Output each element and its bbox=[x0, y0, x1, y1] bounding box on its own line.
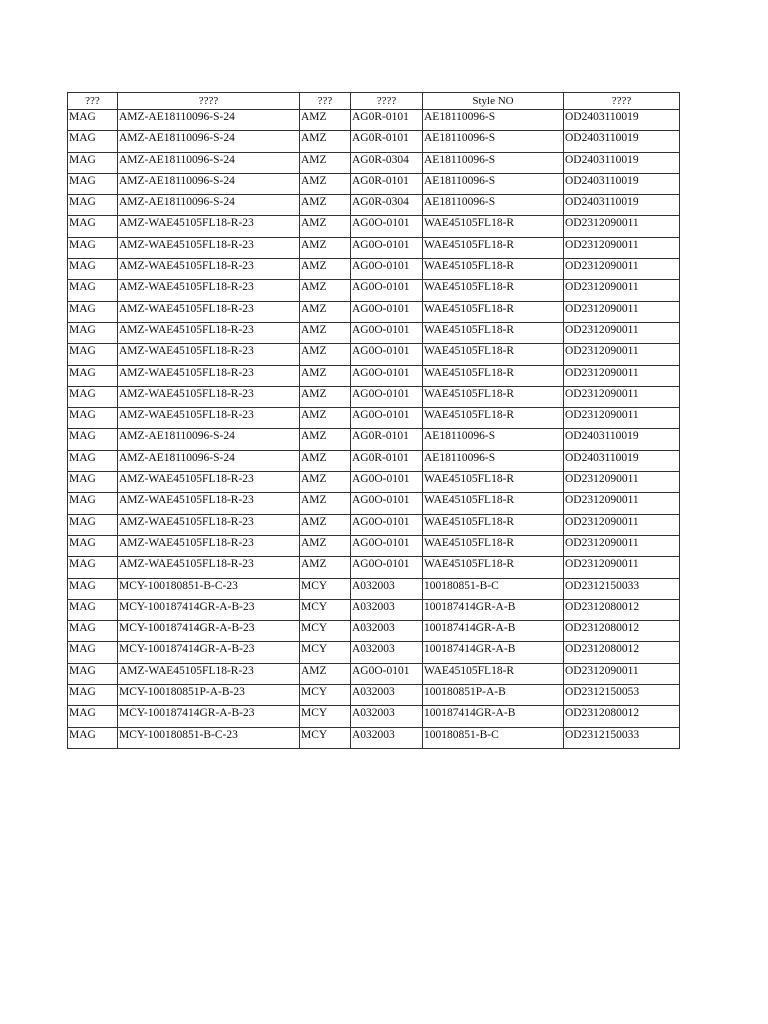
table-cell: AMZ bbox=[300, 237, 351, 258]
table-cell: AMZ-WAE45105FL18-R-23 bbox=[118, 535, 300, 556]
table-cell: MAG bbox=[68, 642, 118, 663]
table-cell: MAG bbox=[68, 472, 118, 493]
table-cell: MAG bbox=[68, 173, 118, 194]
column-header: ??? bbox=[68, 93, 118, 110]
table-cell: AMZ-WAE45105FL18-R-23 bbox=[118, 237, 300, 258]
table-cell: AG0O-0101 bbox=[351, 557, 423, 578]
table-row bbox=[68, 706, 680, 727]
table-cell: WAE45105FL18-R bbox=[423, 663, 564, 684]
table-cell: MAG bbox=[68, 578, 118, 599]
table-cell: WAE45105FL18-R bbox=[423, 301, 564, 322]
table-cell: AMZ-AE18110096-S-24 bbox=[118, 173, 300, 194]
table-row bbox=[68, 301, 680, 322]
table-row bbox=[68, 621, 680, 642]
table-cell: OD2312090011 bbox=[564, 535, 680, 556]
table-cell: MAG bbox=[68, 131, 118, 152]
table-cell: AG0O-0101 bbox=[351, 535, 423, 556]
table-cell: OD2312090011 bbox=[564, 259, 680, 280]
column-header: ???? bbox=[351, 93, 423, 110]
table-cell: OD2312090011 bbox=[564, 663, 680, 684]
table-cell: AMZ bbox=[300, 493, 351, 514]
table-cell: AMZ bbox=[300, 280, 351, 301]
table-row bbox=[68, 152, 680, 173]
table-cell: AMZ bbox=[300, 429, 351, 450]
table-cell: A032003 bbox=[351, 727, 423, 748]
table-cell: AMZ-WAE45105FL18-R-23 bbox=[118, 557, 300, 578]
table-cell: WAE45105FL18-R bbox=[423, 408, 564, 429]
table-cell: MAG bbox=[68, 259, 118, 280]
table-cell: AMZ-WAE45105FL18-R-23 bbox=[118, 408, 300, 429]
table-cell: OD2312080012 bbox=[564, 621, 680, 642]
table-cell: OD2403110019 bbox=[564, 195, 680, 216]
table-row bbox=[68, 685, 680, 706]
table-cell: AE18110096-S bbox=[423, 195, 564, 216]
table-cell: AMZ bbox=[300, 344, 351, 365]
table-cell: AMZ bbox=[300, 663, 351, 684]
table-cell: MCY-100187414GR-A-B-23 bbox=[118, 621, 300, 642]
table-cell: AMZ bbox=[300, 514, 351, 535]
table-cell: MCY bbox=[300, 727, 351, 748]
table-cell: AG0O-0101 bbox=[351, 514, 423, 535]
table-cell: AMZ-WAE45105FL18-R-23 bbox=[118, 280, 300, 301]
column-header: ??? bbox=[300, 93, 351, 110]
table-cell: OD2312150033 bbox=[564, 727, 680, 748]
table-cell: AMZ-WAE45105FL18-R-23 bbox=[118, 472, 300, 493]
table-cell: MAG bbox=[68, 322, 118, 343]
table-cell: WAE45105FL18-R bbox=[423, 557, 564, 578]
table-cell: AG0O-0101 bbox=[351, 301, 423, 322]
table-cell: A032003 bbox=[351, 578, 423, 599]
table-cell: AMZ-AE18110096-S-24 bbox=[118, 131, 300, 152]
table-row bbox=[68, 429, 680, 450]
table-row bbox=[68, 322, 680, 343]
table-cell: AMZ bbox=[300, 152, 351, 173]
table-cell: AG0R-0101 bbox=[351, 450, 423, 471]
table-cell: AMZ bbox=[300, 110, 351, 131]
table-row bbox=[68, 131, 680, 152]
table-cell: AMZ-WAE45105FL18-R-23 bbox=[118, 301, 300, 322]
table-cell: OD2312090011 bbox=[564, 472, 680, 493]
table-cell: MAG bbox=[68, 599, 118, 620]
table-cell: OD2312080012 bbox=[564, 706, 680, 727]
table-cell: OD2312090011 bbox=[564, 344, 680, 365]
table-cell: AG0O-0101 bbox=[351, 280, 423, 301]
table-cell: OD2312090011 bbox=[564, 557, 680, 578]
table-row bbox=[68, 599, 680, 620]
table-cell: AG0R-0101 bbox=[351, 131, 423, 152]
table-body bbox=[68, 110, 680, 749]
table-cell: MAG bbox=[68, 237, 118, 258]
table-cell: AG0O-0101 bbox=[351, 365, 423, 386]
table-cell: OD2312090011 bbox=[564, 322, 680, 343]
table-cell: MCY bbox=[300, 599, 351, 620]
table-header-row bbox=[68, 93, 680, 110]
table-cell: AG0R-0101 bbox=[351, 173, 423, 194]
data-table bbox=[67, 92, 680, 749]
table-cell: OD2312080012 bbox=[564, 599, 680, 620]
table-cell: WAE45105FL18-R bbox=[423, 386, 564, 407]
table-cell: MAG bbox=[68, 535, 118, 556]
table-cell: OD2403110019 bbox=[564, 152, 680, 173]
table-cell: 100180851P-A-B bbox=[423, 685, 564, 706]
table-cell: AE18110096-S bbox=[423, 110, 564, 131]
table-cell: MCY-100180851-B-C-23 bbox=[118, 727, 300, 748]
table-cell: MCY bbox=[300, 621, 351, 642]
table-row bbox=[68, 535, 680, 556]
table-cell: AMZ-WAE45105FL18-R-23 bbox=[118, 386, 300, 407]
table-cell: WAE45105FL18-R bbox=[423, 514, 564, 535]
table-cell: MAG bbox=[68, 514, 118, 535]
table-cell: OD2312090011 bbox=[564, 280, 680, 301]
table-cell: MAG bbox=[68, 301, 118, 322]
table-cell: A032003 bbox=[351, 685, 423, 706]
column-header-style-no: Style NO bbox=[423, 93, 564, 110]
table-row bbox=[68, 514, 680, 535]
table-row bbox=[68, 216, 680, 237]
table-cell: AMZ-WAE45105FL18-R-23 bbox=[118, 259, 300, 280]
table-row bbox=[68, 472, 680, 493]
table-row bbox=[68, 557, 680, 578]
table-cell: AMZ bbox=[300, 557, 351, 578]
column-header: ???? bbox=[118, 93, 300, 110]
table-cell: MAG bbox=[68, 344, 118, 365]
table-cell: AMZ-WAE45105FL18-R-23 bbox=[118, 344, 300, 365]
table-cell: AG0O-0101 bbox=[351, 216, 423, 237]
table-cell: OD2312090011 bbox=[564, 408, 680, 429]
table-cell: MAG bbox=[68, 110, 118, 131]
table-cell: AE18110096-S bbox=[423, 450, 564, 471]
table-cell: WAE45105FL18-R bbox=[423, 216, 564, 237]
table-cell: OD2312090011 bbox=[564, 514, 680, 535]
table-cell: 100187414GR-A-B bbox=[423, 642, 564, 663]
table-cell: OD2312090011 bbox=[564, 386, 680, 407]
table-cell: AG0R-0304 bbox=[351, 195, 423, 216]
table-cell: OD2312090011 bbox=[564, 237, 680, 258]
table-cell: MCY-100187414GR-A-B-23 bbox=[118, 642, 300, 663]
table-cell: AMZ-WAE45105FL18-R-23 bbox=[118, 493, 300, 514]
table-cell: AMZ-AE18110096-S-24 bbox=[118, 195, 300, 216]
table-row bbox=[68, 365, 680, 386]
table-cell: AE18110096-S bbox=[423, 152, 564, 173]
table-cell: OD2403110019 bbox=[564, 450, 680, 471]
table-row bbox=[68, 450, 680, 471]
table-cell: WAE45105FL18-R bbox=[423, 344, 564, 365]
table-cell: AG0R-0101 bbox=[351, 110, 423, 131]
table-cell: AG0O-0101 bbox=[351, 408, 423, 429]
table-row bbox=[68, 259, 680, 280]
table-row bbox=[68, 493, 680, 514]
table-cell: AMZ-WAE45105FL18-R-23 bbox=[118, 216, 300, 237]
table-cell: MCY bbox=[300, 642, 351, 663]
table-row bbox=[68, 386, 680, 407]
table-cell: WAE45105FL18-R bbox=[423, 280, 564, 301]
table-cell: WAE45105FL18-R bbox=[423, 365, 564, 386]
table-cell: MAG bbox=[68, 685, 118, 706]
table-cell: AG0O-0101 bbox=[351, 322, 423, 343]
table-cell: AG0O-0101 bbox=[351, 472, 423, 493]
table-cell: AMZ bbox=[300, 216, 351, 237]
table-cell: MAG bbox=[68, 280, 118, 301]
table-row bbox=[68, 408, 680, 429]
table-cell: MAG bbox=[68, 450, 118, 471]
table-cell: MAG bbox=[68, 365, 118, 386]
table-cell: WAE45105FL18-R bbox=[423, 322, 564, 343]
table-cell: AMZ bbox=[300, 301, 351, 322]
table-cell: MAG bbox=[68, 706, 118, 727]
table-cell: MCY-100180851-B-C-23 bbox=[118, 578, 300, 599]
table-cell: OD2312090011 bbox=[564, 493, 680, 514]
table-cell: MAG bbox=[68, 195, 118, 216]
table-row bbox=[68, 280, 680, 301]
column-header: ???? bbox=[564, 93, 680, 110]
table-row bbox=[68, 237, 680, 258]
table-cell: AMZ-WAE45105FL18-R-23 bbox=[118, 365, 300, 386]
table-cell: OD2403110019 bbox=[564, 429, 680, 450]
table-cell: A032003 bbox=[351, 599, 423, 620]
table-cell: AMZ bbox=[300, 450, 351, 471]
table-cell: AG0O-0101 bbox=[351, 344, 423, 365]
table-cell: MCY-100187414GR-A-B-23 bbox=[118, 599, 300, 620]
table-cell: AMZ-WAE45105FL18-R-23 bbox=[118, 322, 300, 343]
spreadsheet bbox=[67, 92, 680, 749]
table-cell: AMZ bbox=[300, 195, 351, 216]
table-cell: MAG bbox=[68, 621, 118, 642]
table-cell: MAG bbox=[68, 152, 118, 173]
table-cell: AMZ bbox=[300, 472, 351, 493]
table-cell: A032003 bbox=[351, 706, 423, 727]
table-cell: OD2403110019 bbox=[564, 173, 680, 194]
table-cell: 100180851-B-C bbox=[423, 727, 564, 748]
table-cell: AMZ-AE18110096-S-24 bbox=[118, 429, 300, 450]
table-cell: 100187414GR-A-B bbox=[423, 706, 564, 727]
table-cell: AG0O-0101 bbox=[351, 237, 423, 258]
table-cell: WAE45105FL18-R bbox=[423, 472, 564, 493]
table-cell: MAG bbox=[68, 557, 118, 578]
table-cell: OD2312090011 bbox=[564, 301, 680, 322]
table-row bbox=[68, 578, 680, 599]
table-cell: AG0O-0101 bbox=[351, 493, 423, 514]
table-row bbox=[68, 195, 680, 216]
table-cell: OD2403110019 bbox=[564, 131, 680, 152]
table-cell: MAG bbox=[68, 386, 118, 407]
table-cell: WAE45105FL18-R bbox=[423, 535, 564, 556]
table-cell: AMZ bbox=[300, 322, 351, 343]
table-cell: OD2312090011 bbox=[564, 216, 680, 237]
table-cell: AMZ bbox=[300, 386, 351, 407]
table-cell: AG0O-0101 bbox=[351, 663, 423, 684]
table-cell: AMZ bbox=[300, 131, 351, 152]
table-row bbox=[68, 344, 680, 365]
table-row bbox=[68, 663, 680, 684]
table-cell: AMZ-AE18110096-S-24 bbox=[118, 110, 300, 131]
table-cell: AMZ bbox=[300, 535, 351, 556]
table-cell: MAG bbox=[68, 663, 118, 684]
table-cell: MCY bbox=[300, 685, 351, 706]
table-row bbox=[68, 110, 680, 131]
table-cell: OD2403110019 bbox=[564, 110, 680, 131]
table-cell: 100187414GR-A-B bbox=[423, 599, 564, 620]
table-cell: AMZ bbox=[300, 173, 351, 194]
table-cell: 100187414GR-A-B bbox=[423, 621, 564, 642]
table-cell: MCY-100180851P-A-B-23 bbox=[118, 685, 300, 706]
table-cell: AG0O-0101 bbox=[351, 386, 423, 407]
table-cell: A032003 bbox=[351, 642, 423, 663]
table-cell: MCY-100187414GR-A-B-23 bbox=[118, 706, 300, 727]
table-cell: MAG bbox=[68, 493, 118, 514]
table-row bbox=[68, 173, 680, 194]
table-cell: AMZ bbox=[300, 365, 351, 386]
table-cell: OD2312080012 bbox=[564, 642, 680, 663]
table-row bbox=[68, 642, 680, 663]
table-cell: AMZ bbox=[300, 408, 351, 429]
table-cell: MAG bbox=[68, 408, 118, 429]
table-cell: MCY bbox=[300, 706, 351, 727]
table-cell: AE18110096-S bbox=[423, 429, 564, 450]
table-cell: WAE45105FL18-R bbox=[423, 237, 564, 258]
table-cell: AMZ bbox=[300, 259, 351, 280]
table-cell: MCY bbox=[300, 578, 351, 599]
table-cell: AE18110096-S bbox=[423, 173, 564, 194]
table-cell: MAG bbox=[68, 216, 118, 237]
table-cell: AMZ-AE18110096-S-24 bbox=[118, 152, 300, 173]
table-cell: AMZ-AE18110096-S-24 bbox=[118, 450, 300, 471]
table-cell: OD2312150033 bbox=[564, 578, 680, 599]
table-cell: MAG bbox=[68, 429, 118, 450]
table-cell: AMZ-WAE45105FL18-R-23 bbox=[118, 514, 300, 535]
table-cell: OD2312150053 bbox=[564, 685, 680, 706]
table-cell: AG0O-0101 bbox=[351, 259, 423, 280]
table-cell: MAG bbox=[68, 727, 118, 748]
table-cell: A032003 bbox=[351, 621, 423, 642]
table-cell: AMZ-WAE45105FL18-R-23 bbox=[118, 663, 300, 684]
table-cell: WAE45105FL18-R bbox=[423, 259, 564, 280]
table-row bbox=[68, 727, 680, 748]
table-cell: AG0R-0101 bbox=[351, 429, 423, 450]
table-cell: OD2312090011 bbox=[564, 365, 680, 386]
table-cell: AG0R-0304 bbox=[351, 152, 423, 173]
table-cell: WAE45105FL18-R bbox=[423, 493, 564, 514]
table-cell: AE18110096-S bbox=[423, 131, 564, 152]
table-cell: 100180851-B-C bbox=[423, 578, 564, 599]
